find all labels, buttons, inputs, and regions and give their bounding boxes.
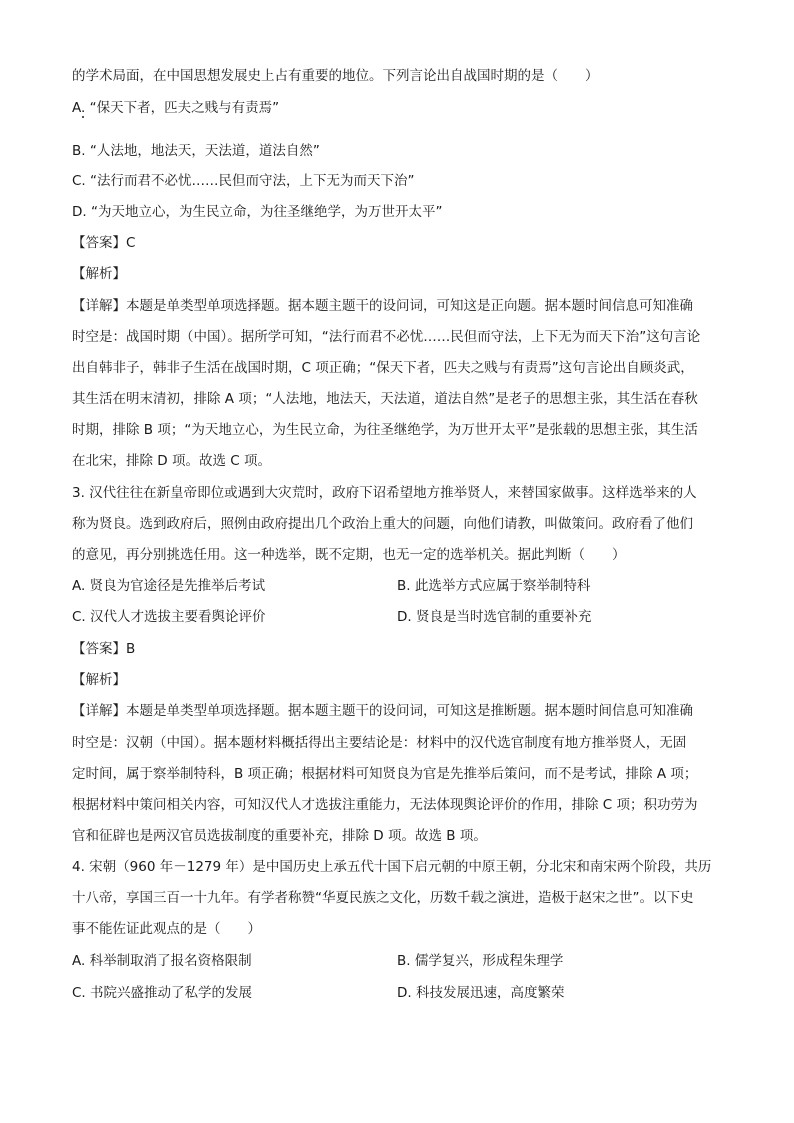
- q3-option-d: D. 贤良是当时选官制的重要补充: [397, 609, 592, 625]
- q2-detail-line: 其生活在明末清初，排除 A 项；“人法地，地法天，天法道，道法自然”是老子的思想主张，其生活在春秋: [72, 391, 698, 407]
- q3-option-b: B. 此选举方式应属于察举制特科: [397, 578, 591, 594]
- q3-detail-line: 根据材料中策问相关内容，可知汉代人才选拔注重能力，无法体现舆论评价的作用，排除 C 项；积功劳为: [72, 797, 698, 813]
- q4-stem-line: 十八帝，享国三百一十九年。有学者称赞“华夏民族之文化，历数千载之演进，造极于赵宋之世”。以下史: [72, 890, 694, 906]
- q4-stem-line: 事不能佐证此观点的是（ ）: [72, 921, 261, 937]
- q4-option-a: A. 科举制取消了报名资格限制: [72, 953, 252, 969]
- q2-detail-line: 时空是：战国时期（中国）。据所学可知，“法行而君不必忧……民但而守法，上下无为而天下治”这句言论: [72, 329, 701, 345]
- q2-detail-line: 时期，排除 B 项；“为天地立心，为生民立命，为往圣继绝学，为万世开太平”是张载的思想主张，其生活: [72, 422, 698, 438]
- q3-detail-line: 定时间，属于察举制特科，B 项正确；根据材料可知贤良为官是先推举后策问，而不是考试，排除 A 项；: [72, 766, 698, 782]
- q2-option-c: C. “法行而君不必忧……民但而守法，上下无为而天下治”: [72, 173, 415, 189]
- stray-mark: [82, 116, 84, 118]
- q2-detail-line: 【详解】本题是单类型单项选择题。据本题主题干的设问词，可知这是正向题。据本题时间信息可知准确: [72, 298, 693, 314]
- q2-option-a: A. “保天下者，匹夫之贱与有责焉”: [72, 100, 280, 116]
- q3-stem-line: 3. 汉代往往在新皇帝即位或遇到大灾荒时，政府下诏希望地方推举贤人，来替国家做事。这样选举来的人: [72, 485, 697, 501]
- q2-detail-line: 出自韩非子，韩非子生活在战国时期，C 项正确；“保天下者，匹夫之贱与有责焉”这句言论出自顾炎武，: [72, 360, 694, 376]
- q2-option-d: D. “为天地立心，为生民立命，为往圣继绝学，为万世开太平”: [72, 204, 443, 220]
- q4-option-d: D. 科技发展迅速，高度繁荣: [397, 985, 565, 1001]
- q3-analysis-heading: 【解析】: [72, 672, 126, 688]
- q2-answer: 【答案】C: [72, 235, 136, 251]
- q4-option-c: C. 书院兴盛推动了私学的发展: [72, 985, 253, 1001]
- q3-detail-line: 官和征辟也是两汉官员选拔制度的重要补充，排除 D 项。故选 B 项。: [72, 828, 487, 844]
- q4-stem-line: 4. 宋朝（960 年－1279 年）是中国历史上承五代十国下启元朝的中原王朝，分北宋和南宋两个阶段，共历: [72, 859, 712, 875]
- q3-option-c: C. 汉代人才选拔主要看舆论评价: [72, 609, 266, 625]
- q3-stem-line: 称为贤良。选到政府后，照例由政府提出几个政治上重大的问题，向他们请教，叫做策问。政府看了他们: [72, 516, 693, 532]
- q2-stem-tail: 的学术局面，在中国思想发展史上占有重要的地位。下列言论出自战国时期的是（ ）: [72, 68, 599, 84]
- q2-analysis-heading: 【解析】: [72, 266, 126, 282]
- q3-stem-line: 的意见，再分别挑选任用。这一种选举，既不定期，也无一定的选举机关。据此判断（ ）: [72, 547, 626, 563]
- q2-option-b: B. “人法地，地法天，天法道，道法自然”: [72, 143, 320, 159]
- q3-option-a: A. 贤良为官途径是先推举后考试: [72, 578, 266, 594]
- q2-detail-line: 在北宋，排除 D 项。故选 C 项。: [72, 453, 271, 469]
- q4-option-b: B. 儒学复兴，形成程朱理学: [397, 953, 564, 969]
- q3-detail-line: 时空是：汉朝（中国）。据本题材料概括得出主要结论是：材料中的汉代选官制度有地方推举贤人，无固: [72, 735, 687, 751]
- q3-detail-line: 【详解】本题是单类型单项选择题。据本题主题干的设问词，可知这是推断题。据本题时间信息可知准确: [72, 703, 693, 719]
- q3-answer: 【答案】B: [72, 641, 136, 657]
